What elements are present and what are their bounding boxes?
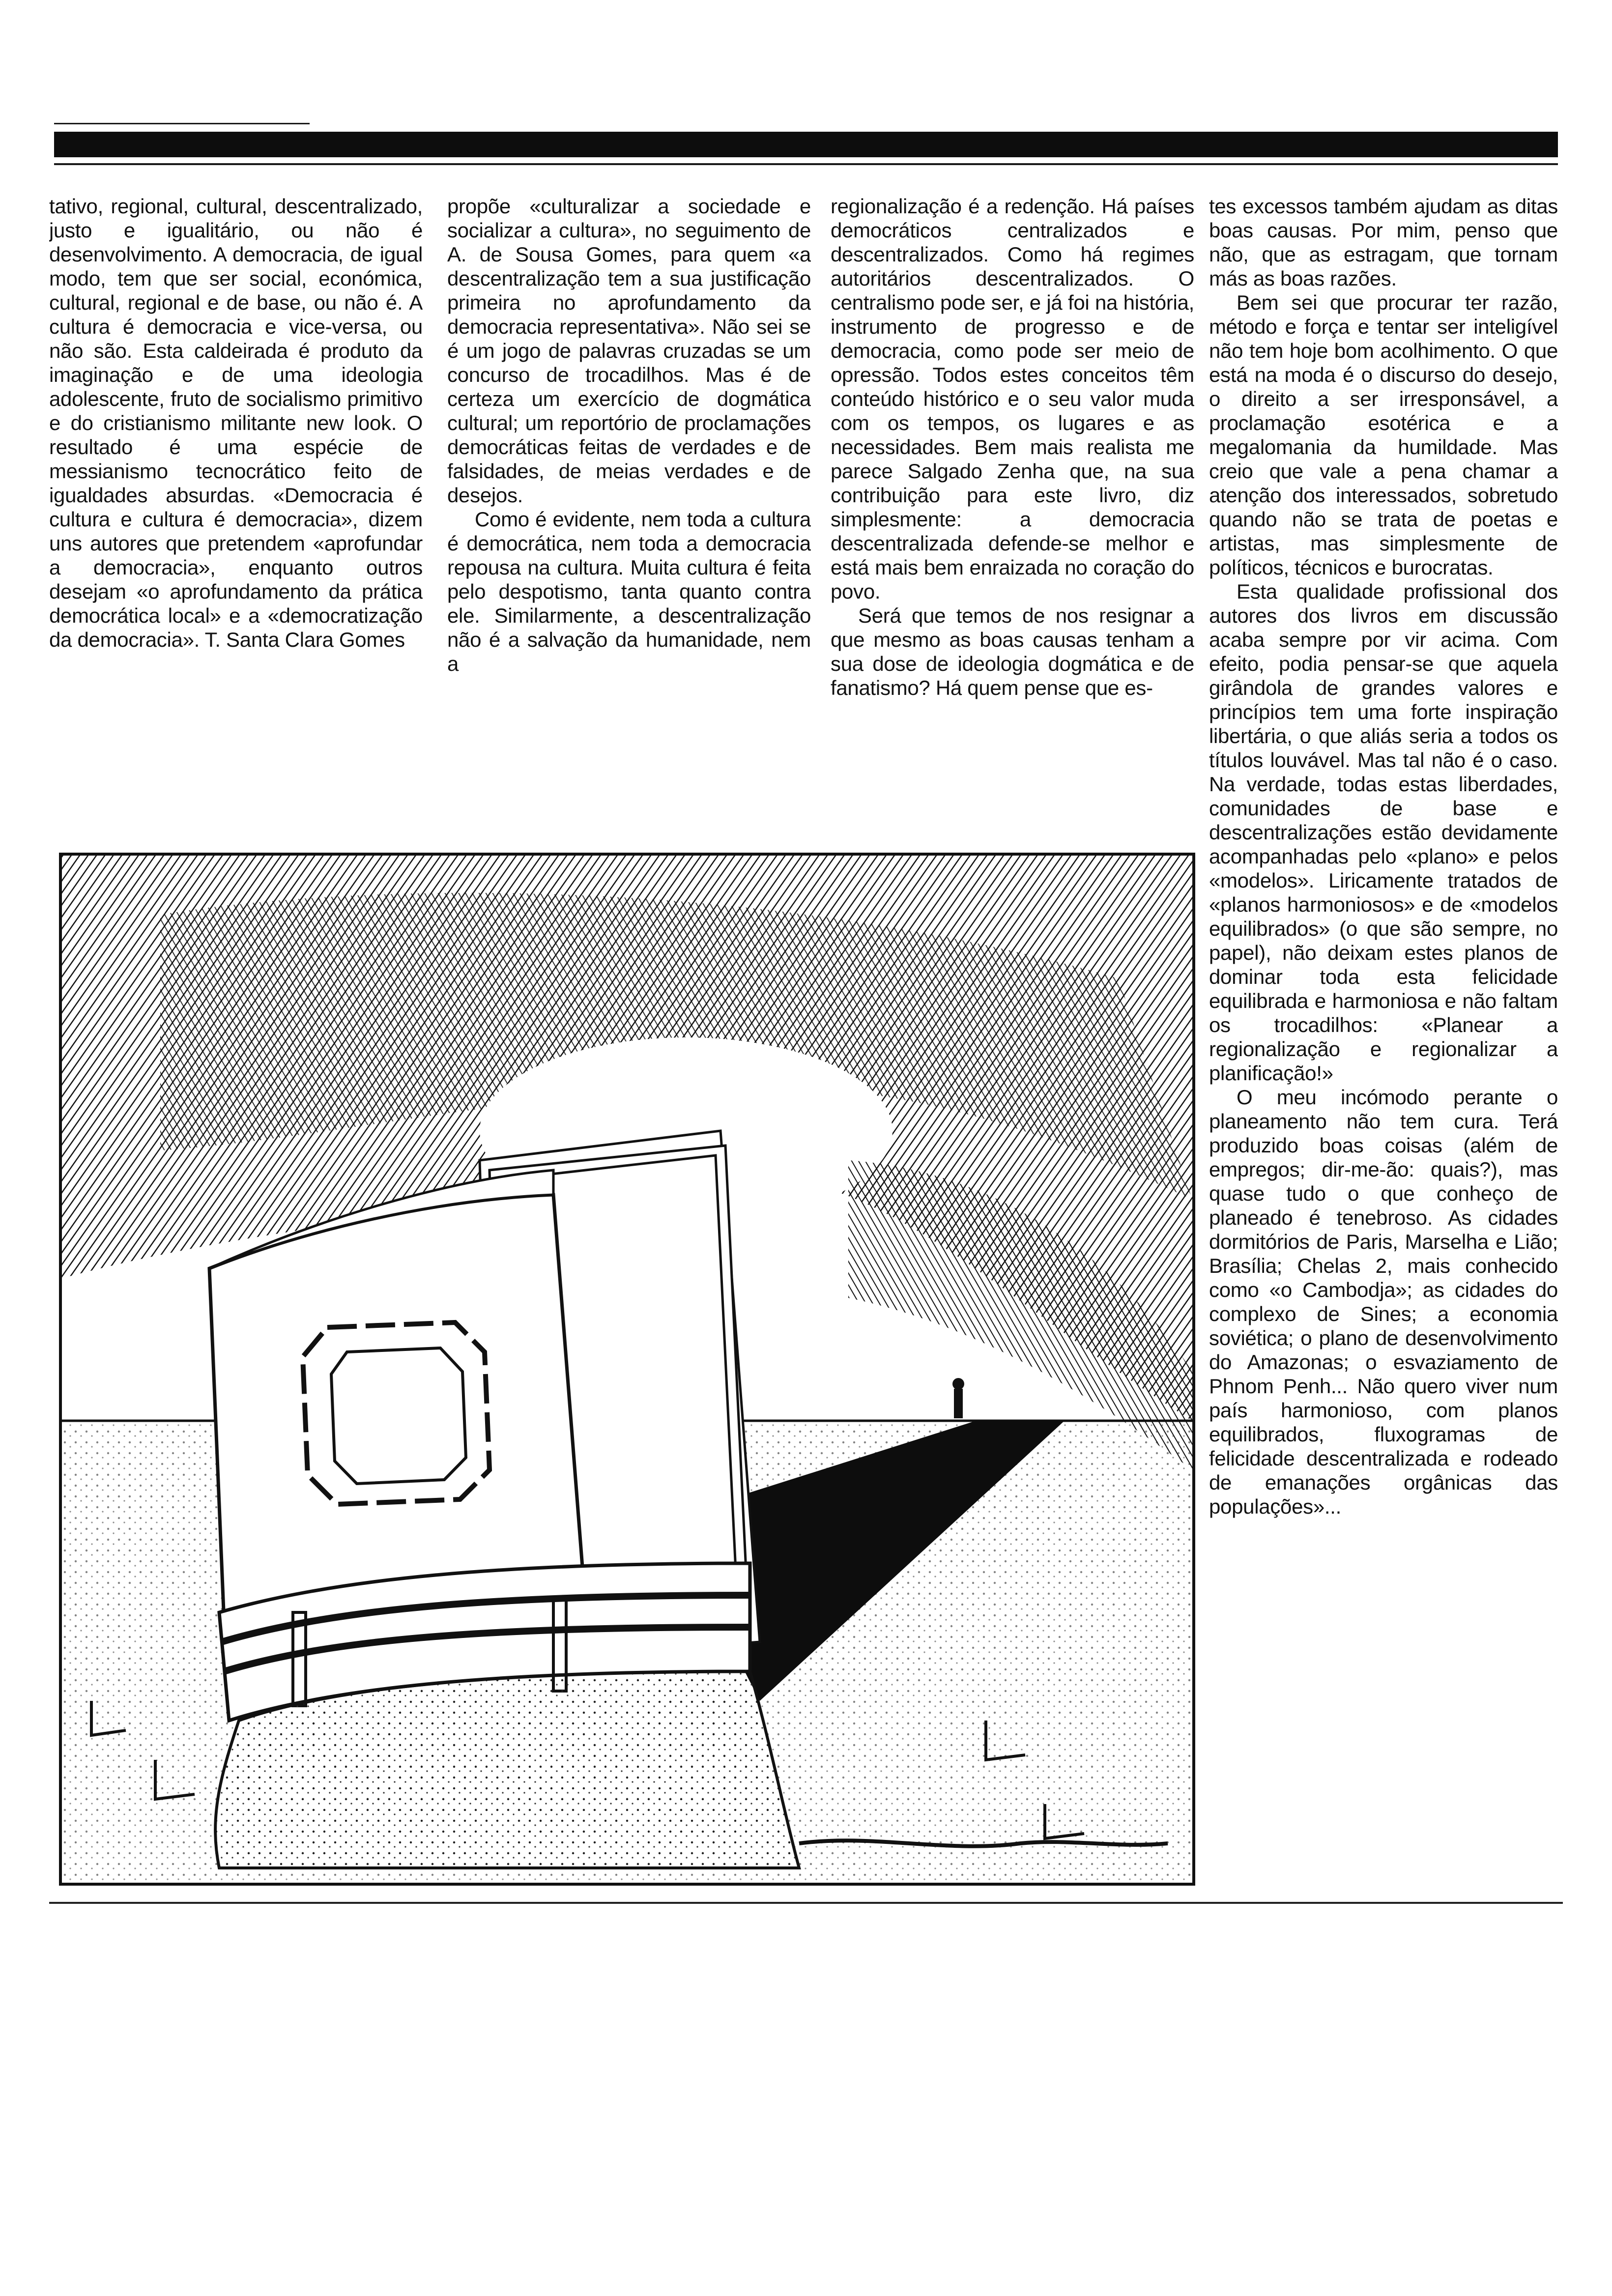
top-thin-rule <box>54 123 310 124</box>
top-header-bar <box>54 132 1558 157</box>
column-4-paragraph-3: Esta qualidade profissional dos autores dos livros em discussão acaba sempre por vir acima. Com efeito, podia pensar-se que aquela girândola de grandes valores e princípios tem uma forte inspiração libertária, o que aliás seria a todos os títulos louvável. Mas tal não é o caso. Na verdade, todas estas liberdades, comunidades de base e descentralizações estão devidamente acompanhadas pelo «plano» e pelos «modelos». Liricamente tratados de «planos harmoniosos» e de «modelos equilibrados» (o que são sempre, no papel), não deixam estes planos de dominar toda esta felicidade equilibrada e harmoniosa e não faltam os trocadilhos: «Planear a regionalização e regionalizar a planificação!» <box>1209 580 1558 1085</box>
bottom-rule <box>49 1902 1563 1904</box>
column-2 <box>447 194 811 843</box>
top-under-rule <box>54 163 1558 165</box>
column-4-paragraph-1: tes excessos também ajudam as ditas boas causas. Por mim, penso que não, que as estragam, que tornam más as boas razões. <box>1209 195 1558 290</box>
column-4 <box>1209 194 1558 1944</box>
column-3-paragraph-2: Será que temos de nos resignar a que mesmo as boas causas tenham a sua dose de ideologia dogmática e de fanatismo? Há quem pense que es- <box>831 604 1194 699</box>
column-4-paragraph-4: O meu incómodo perante o planeamento não tem cura. Terá produzido boas coisas (além de empregos; dir-me-ão: quais?), mas quase tudo o que conheço de planeado é tenebroso. As cidades dormitórios de Paris, Marselha e Lião; Brasília; Chelas 2, mais conhecido como «o Cambodja»; as cidades do complexo de Sines; a economia soviética; o plano de desenvolvimento do Amazonas; o esvaziamento de Phnom Penh... Não quero viver num país harmonioso, com planos equilibrados, fluxogramas de felicidade descentralizada e rodeado de emanações orgânicas das populações»... <box>1209 1086 1558 1518</box>
book-cover <box>209 1195 583 1622</box>
column-2-paragraph-1: propõe «culturalizar a sociedade e socializar a cultura», no seguimento de A. de Sousa Gomes, para quem «a descentralização tem a sua justificação primeira no aprofundamento da democracia representativa». Não sei se é um jogo de palavras cruzadas se um concurso de trocadilhos. Mas é de certeza um exercício de dogmática cultural; um reportório de proclamações democráticas feitas de verdades e de falsidades, de meias verdades e de desejos. <box>447 195 811 507</box>
column-4-paragraph-2: Bem sei que procurar ter razão, método e força e tentar ser inteligível não tem hoje bom acolhimento. O que está na moda é o discurso do desejo, o direito a ser irresponsável, a proclamação esotérica e a megalomania da humildade. Mas creio que vale a pena chamar a atenção dos interessados, sobretudo quando não se trata de poetas e artistas, mas simplesmente de políticos, técnicos e burocratas. <box>1209 291 1558 579</box>
column-3 <box>831 194 1194 843</box>
column-3-paragraph-1: regionalização é a redenção. Há países democráticos centralizados e descentralizados. Como há regimes autoritários descentralizados. O centralismo pode ser, e já foi na história, instrumento de progresso e de democracia, como pode ser meio de opressão. Todos estes conceitos têm conteúdo histórico e o seu valor muda com os tempos, os lugares e as necessidades. Bem mais realista me parece Salgado Zenha que, na sua contribuição para este livro, diz simplesmente: a democracia descentralizada defende-se melhor e está mais bem enraizada no coração do povo. <box>831 195 1194 603</box>
column-1 <box>49 194 423 843</box>
column-2-paragraph-2: Como é evidente, nem toda a cultura é democrática, nem toda a democracia repousa na cultura. Muita cultura é feita pelo despotismo, tanta quanto contra ele. Similarmente, a descentralização não é a salvação da humanidade, nem a <box>447 508 811 675</box>
column-1-text: tativo, regional, cultural, descentralizado, justo e igualitário, ou não é desenvolvimento. A democracia, de igual modo, tem que ser social, económica, cultural, regional e de base, ou não é. A cultura é democracia e vice-versa, ou não são. Esta caldeirada é produto da imaginação e de uma ideologia adolescente, fruto de socialismo primitivo e do cristianismo militante new look. O resultado é uma espécie de messianismo tecnocrático feito de igualdades absurdas. «Democracia é cultura e cultura é democracia», dizem uns autores que pretendem «aprofundar a democracia», enquanto outros desejam «o aprofundamento da prática democrática local» e a «democratização da democracia». T. Santa Clara Gomes <box>49 195 423 651</box>
article-illustration <box>59 853 1195 1886</box>
small-figure <box>952 1378 964 1418</box>
